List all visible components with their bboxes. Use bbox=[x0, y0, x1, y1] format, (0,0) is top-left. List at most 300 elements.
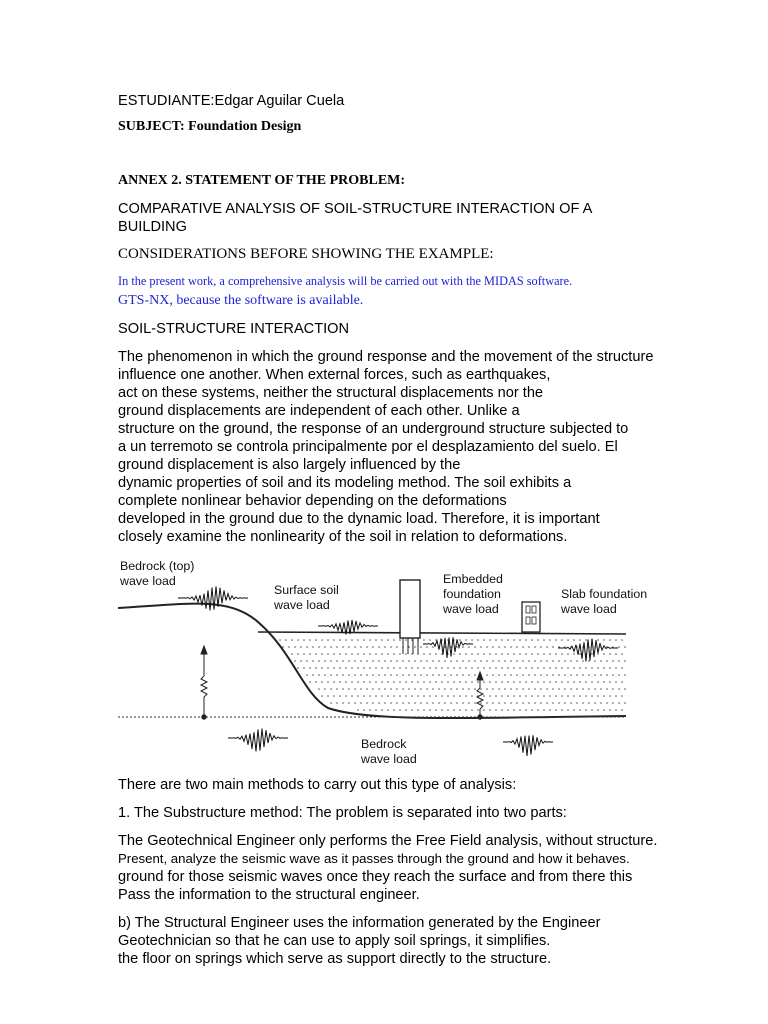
soil-dot bbox=[624, 646, 626, 648]
soil-dot bbox=[540, 674, 542, 676]
soil-dot bbox=[492, 688, 494, 690]
soil-dot bbox=[465, 695, 467, 697]
soil-dot bbox=[579, 667, 581, 669]
soil-dot bbox=[546, 660, 548, 662]
soil-dot bbox=[402, 688, 404, 690]
paragraph-line: complete nonlinear behavior depending on the deformations bbox=[118, 493, 507, 509]
soil-dot bbox=[312, 660, 314, 662]
soil-dot bbox=[378, 674, 380, 676]
soil-dot bbox=[342, 688, 344, 690]
soil-dot bbox=[387, 653, 389, 655]
soil-dot bbox=[396, 646, 398, 648]
soil-dot bbox=[504, 646, 506, 648]
soil-dot bbox=[561, 653, 563, 655]
soil-dot bbox=[471, 709, 473, 711]
soil-dot bbox=[558, 702, 560, 704]
soil-dot bbox=[393, 653, 395, 655]
soil-dot bbox=[597, 709, 599, 711]
soil-dot bbox=[384, 702, 386, 704]
soil-dot bbox=[465, 639, 467, 641]
soil-dot bbox=[519, 667, 521, 669]
soil-dot bbox=[288, 646, 290, 648]
soil-dot bbox=[369, 653, 371, 655]
soil-dot bbox=[429, 709, 431, 711]
soil-dot bbox=[609, 695, 611, 697]
soil-dot bbox=[594, 688, 596, 690]
soil-structure-figure bbox=[118, 556, 660, 768]
paragraph-line: influence one another. When external forces, such as earthquakes, bbox=[118, 367, 551, 383]
soil-dot bbox=[624, 660, 626, 662]
soil-dot bbox=[525, 681, 527, 683]
soil-dot bbox=[387, 709, 389, 711]
soil-dot bbox=[423, 653, 425, 655]
soil-dot bbox=[570, 674, 572, 676]
soil-dot bbox=[360, 660, 362, 662]
label-embedded-1: Embedded bbox=[443, 572, 503, 586]
soil-dot bbox=[396, 688, 398, 690]
soil-dot bbox=[336, 688, 338, 690]
soil-dot bbox=[573, 681, 575, 683]
soil-dot bbox=[522, 674, 524, 676]
soil-dot bbox=[612, 674, 614, 676]
soil-dot bbox=[588, 674, 590, 676]
soil-dot bbox=[354, 660, 356, 662]
soil-dot bbox=[537, 681, 539, 683]
soil-dot bbox=[486, 660, 488, 662]
soil-dot bbox=[474, 674, 476, 676]
ssi-heading: SOIL-STRUCTURE INTERACTION bbox=[118, 321, 350, 337]
soil-dot bbox=[432, 660, 434, 662]
soil-dot bbox=[324, 674, 326, 676]
soil-dot bbox=[339, 639, 341, 641]
soil-dot bbox=[402, 674, 404, 676]
soil-dot bbox=[357, 681, 359, 683]
soil-dot bbox=[585, 695, 587, 697]
seismic-wave-trace bbox=[558, 639, 618, 662]
soil-dot bbox=[324, 660, 326, 662]
soil-dot bbox=[468, 646, 470, 648]
soil-dot bbox=[501, 681, 503, 683]
soil-dot bbox=[396, 660, 398, 662]
soil-dot bbox=[477, 709, 479, 711]
soil-dot bbox=[525, 709, 527, 711]
soil-dot bbox=[486, 646, 488, 648]
soil-dot bbox=[444, 688, 446, 690]
ground-surface-line bbox=[258, 632, 626, 634]
soil-dot bbox=[420, 688, 422, 690]
note-line-2: GTS-NX, because the software is available. bbox=[118, 293, 364, 308]
soil-dot bbox=[549, 653, 551, 655]
soil-dot bbox=[303, 639, 305, 641]
soil-dot bbox=[456, 674, 458, 676]
soil-dot bbox=[483, 709, 485, 711]
soil-dot bbox=[525, 667, 527, 669]
soil-dot bbox=[357, 653, 359, 655]
soil-dot bbox=[354, 646, 356, 648]
left-spring bbox=[201, 646, 207, 719]
paragraph-line: a un terremoto se controla principalmente por el desplazamiento del suelo. El bbox=[118, 439, 618, 455]
soil-dot bbox=[345, 681, 347, 683]
soil-dot bbox=[366, 702, 368, 704]
soil-dot bbox=[600, 702, 602, 704]
soil-dot bbox=[321, 667, 323, 669]
soil-dot bbox=[384, 674, 386, 676]
soil-dot bbox=[576, 674, 578, 676]
soil-dot bbox=[384, 688, 386, 690]
soil-dot bbox=[558, 674, 560, 676]
soil-dot bbox=[411, 709, 413, 711]
soil-dot bbox=[360, 674, 362, 676]
soil-dot bbox=[555, 653, 557, 655]
soil-dot bbox=[615, 639, 617, 641]
soil-dot bbox=[357, 709, 359, 711]
soil-dot bbox=[525, 653, 527, 655]
soil-dot bbox=[510, 674, 512, 676]
soil-dot bbox=[501, 695, 503, 697]
soil-dot bbox=[432, 674, 434, 676]
soil-dot bbox=[315, 639, 317, 641]
soil-dot bbox=[381, 653, 383, 655]
soil-dot bbox=[408, 688, 410, 690]
heading-line-2: BUILDING bbox=[118, 219, 187, 235]
soil-dot bbox=[453, 653, 455, 655]
soil-dot bbox=[414, 688, 416, 690]
soil-dot bbox=[450, 660, 452, 662]
soil-dot bbox=[555, 681, 557, 683]
soil-dot bbox=[537, 653, 539, 655]
heading-line-1: COMPARATIVE ANALYSIS OF SOIL-STRUCTURE INTERACTION OF A bbox=[118, 201, 593, 217]
soil-dot bbox=[603, 709, 605, 711]
soil-dot bbox=[474, 646, 476, 648]
struct-line: the floor on springs which serve as support directly to the structure. bbox=[118, 951, 552, 967]
soil-dot bbox=[411, 667, 413, 669]
soil-dot bbox=[333, 653, 335, 655]
soil-dot bbox=[399, 681, 401, 683]
soil-dot bbox=[558, 660, 560, 662]
soil-dot bbox=[315, 667, 317, 669]
soil-dot bbox=[531, 709, 533, 711]
soil-dot bbox=[423, 639, 425, 641]
soil-dot bbox=[579, 681, 581, 683]
soil-dot bbox=[357, 667, 359, 669]
soil-dot bbox=[570, 660, 572, 662]
soil-dot bbox=[585, 667, 587, 669]
soil-dot bbox=[477, 667, 479, 669]
soil-dot bbox=[597, 667, 599, 669]
soil-dot bbox=[501, 639, 503, 641]
soil-dot bbox=[564, 702, 566, 704]
soil-dot bbox=[537, 667, 539, 669]
soil-dot bbox=[396, 702, 398, 704]
soil-dot bbox=[609, 667, 611, 669]
soil-dot bbox=[591, 709, 593, 711]
soil-dot bbox=[411, 681, 413, 683]
soil-dot bbox=[495, 709, 497, 711]
soil-dot bbox=[579, 653, 581, 655]
label-bedrock-2: wave load bbox=[361, 752, 417, 766]
soil-dot bbox=[561, 709, 563, 711]
soil-dot bbox=[519, 695, 521, 697]
soil-dot bbox=[534, 660, 536, 662]
soil-dot bbox=[333, 681, 335, 683]
soil-dot bbox=[345, 653, 347, 655]
soil-dot bbox=[618, 660, 620, 662]
soil-dot bbox=[492, 674, 494, 676]
soil-dot bbox=[327, 681, 329, 683]
soil-dot bbox=[426, 702, 428, 704]
soil-dot bbox=[606, 688, 608, 690]
soil-dot bbox=[495, 681, 497, 683]
soil-dot bbox=[390, 660, 392, 662]
soil-dot bbox=[441, 695, 443, 697]
soil-dot bbox=[480, 702, 482, 704]
soil-dot bbox=[348, 646, 350, 648]
soil-dot bbox=[387, 695, 389, 697]
soil-dot bbox=[552, 688, 554, 690]
soil-dot bbox=[465, 653, 467, 655]
soil-dot bbox=[537, 639, 539, 641]
soil-dot bbox=[561, 639, 563, 641]
soil-dot bbox=[399, 709, 401, 711]
soil-dot bbox=[447, 681, 449, 683]
soil-dot bbox=[615, 681, 617, 683]
soil-dot bbox=[525, 639, 527, 641]
soil-dot bbox=[567, 639, 569, 641]
soil-dot bbox=[456, 646, 458, 648]
soil-dot bbox=[357, 695, 359, 697]
soil-dot bbox=[387, 667, 389, 669]
soil-dot bbox=[348, 702, 350, 704]
soil-dot bbox=[393, 639, 395, 641]
soil-dot bbox=[375, 681, 377, 683]
label-bedrock-top-2: wave load bbox=[120, 574, 176, 588]
soil-dot bbox=[504, 674, 506, 676]
soil-dot bbox=[510, 702, 512, 704]
methods-intro: There are two main methods to carry out this type of analysis: bbox=[118, 777, 517, 793]
soil-dot bbox=[435, 695, 437, 697]
annex-title: ANNEX 2. STATEMENT OF THE PROBLEM: bbox=[118, 173, 406, 188]
soil-dot bbox=[510, 646, 512, 648]
soil-dot bbox=[399, 639, 401, 641]
soil-dot bbox=[372, 702, 374, 704]
soil-dot bbox=[417, 681, 419, 683]
soil-dot bbox=[339, 667, 341, 669]
soil-dot bbox=[351, 695, 353, 697]
soil-dot bbox=[498, 688, 500, 690]
soil-dot bbox=[513, 681, 515, 683]
soil-dot bbox=[390, 688, 392, 690]
soil-dot bbox=[594, 702, 596, 704]
soil-dot bbox=[528, 646, 530, 648]
soil-dot bbox=[429, 681, 431, 683]
soil-dot bbox=[330, 702, 332, 704]
paragraph-line: The phenomenon in which the ground response and the movement of the structure bbox=[118, 349, 654, 365]
soil-dot bbox=[603, 667, 605, 669]
soil-dot bbox=[333, 639, 335, 641]
soil-dot bbox=[459, 695, 461, 697]
soil-dot bbox=[363, 639, 365, 641]
soil-dot bbox=[369, 667, 371, 669]
soil-dot bbox=[495, 695, 497, 697]
soil-dot bbox=[420, 660, 422, 662]
soil-dot bbox=[582, 688, 584, 690]
soil-dot bbox=[528, 660, 530, 662]
soil-dot bbox=[603, 653, 605, 655]
soil-dot bbox=[471, 681, 473, 683]
note-line-1: In the present work, a comprehensive analysis will be carried out with the MIDAS software. bbox=[118, 274, 573, 288]
soil-dot bbox=[495, 639, 497, 641]
paragraph-line: act on these systems, neither the structural displacements nor the bbox=[118, 385, 544, 401]
soil-dot bbox=[507, 695, 509, 697]
soil-dot bbox=[309, 667, 311, 669]
soil-dot bbox=[420, 646, 422, 648]
soil-dot bbox=[372, 660, 374, 662]
soil-dot bbox=[453, 695, 455, 697]
soil-dot bbox=[576, 688, 578, 690]
seismic-wave-trace bbox=[228, 729, 288, 752]
soil-dot bbox=[342, 660, 344, 662]
soil-dot bbox=[399, 695, 401, 697]
label-bedrock-1: Bedrock bbox=[361, 737, 407, 751]
soil-dot bbox=[531, 653, 533, 655]
soil-dot bbox=[423, 709, 425, 711]
soil-dot bbox=[546, 702, 548, 704]
soil-dot bbox=[378, 660, 380, 662]
soil-dot bbox=[594, 660, 596, 662]
soil-dot bbox=[561, 681, 563, 683]
soil-dot bbox=[315, 653, 317, 655]
soil-dot bbox=[327, 653, 329, 655]
soil-dot bbox=[567, 695, 569, 697]
soil-dot bbox=[447, 667, 449, 669]
soil-dot bbox=[333, 667, 335, 669]
soil-dot bbox=[480, 688, 482, 690]
soil-dot bbox=[453, 681, 455, 683]
soil-dot bbox=[537, 695, 539, 697]
soil-dot bbox=[558, 688, 560, 690]
soil-dot bbox=[366, 660, 368, 662]
soil-dot bbox=[393, 709, 395, 711]
soil-dot bbox=[432, 702, 434, 704]
soil-dot bbox=[609, 653, 611, 655]
soil-dot bbox=[471, 653, 473, 655]
soil-dot bbox=[369, 639, 371, 641]
soil-dot bbox=[513, 695, 515, 697]
soil-dot bbox=[606, 674, 608, 676]
soil-dot bbox=[426, 660, 428, 662]
soil-dot bbox=[462, 660, 464, 662]
soil-dot bbox=[321, 681, 323, 683]
soil-dot bbox=[483, 639, 485, 641]
soil-dot bbox=[510, 688, 512, 690]
soil-dot bbox=[279, 639, 281, 641]
label-surface-1: Surface soil bbox=[274, 583, 339, 597]
soil-dot bbox=[474, 660, 476, 662]
soil-dot bbox=[540, 660, 542, 662]
soil-dot bbox=[573, 639, 575, 641]
soil-dot bbox=[615, 667, 617, 669]
soil-dot bbox=[327, 667, 329, 669]
soil-dot bbox=[348, 688, 350, 690]
soil-dot bbox=[492, 646, 494, 648]
soil-dot bbox=[468, 688, 470, 690]
struct-line: b) The Structural Engineer uses the information generated by the Engineer bbox=[118, 915, 601, 931]
soil-dot bbox=[324, 688, 326, 690]
soil-dot bbox=[444, 660, 446, 662]
soil-dot bbox=[513, 667, 515, 669]
soil-dot bbox=[291, 639, 293, 641]
soil-dot bbox=[345, 695, 347, 697]
soil-dot bbox=[543, 653, 545, 655]
soil-dot bbox=[327, 695, 329, 697]
soil-dot bbox=[297, 639, 299, 641]
soil-dot bbox=[405, 681, 407, 683]
soil-dot bbox=[417, 709, 419, 711]
soil-dot bbox=[552, 646, 554, 648]
soil-dot bbox=[339, 653, 341, 655]
soil-dot bbox=[429, 639, 431, 641]
soil-dot bbox=[609, 709, 611, 711]
soil-dot bbox=[606, 702, 608, 704]
soil-dot bbox=[459, 639, 461, 641]
soil-dot bbox=[408, 702, 410, 704]
soil-dot bbox=[579, 695, 581, 697]
soil-dot bbox=[327, 639, 329, 641]
paragraph-line: developed in the ground due to the dynamic load. Therefore, it is important bbox=[118, 511, 600, 527]
soil-dot bbox=[363, 695, 365, 697]
soil-dot bbox=[516, 674, 518, 676]
soil-dot bbox=[597, 695, 599, 697]
bedrock-interface-curve bbox=[118, 604, 626, 718]
soil-dot bbox=[615, 653, 617, 655]
soil-dot bbox=[480, 646, 482, 648]
soil-dot bbox=[549, 639, 551, 641]
soil-dot bbox=[498, 646, 500, 648]
soil-dot bbox=[450, 702, 452, 704]
soil-dot bbox=[381, 695, 383, 697]
subject-line: SUBJECT: Foundation Design bbox=[118, 119, 302, 134]
soil-dot bbox=[504, 660, 506, 662]
soil-dot bbox=[318, 660, 320, 662]
soil-dot bbox=[315, 681, 317, 683]
soil-dot bbox=[405, 709, 407, 711]
soil-dot bbox=[498, 660, 500, 662]
soil-dot bbox=[399, 667, 401, 669]
label-embedded-3: wave load bbox=[443, 602, 499, 616]
soil-dot bbox=[579, 639, 581, 641]
soil-dot bbox=[552, 674, 554, 676]
soil-dot bbox=[309, 639, 311, 641]
soil-dot bbox=[321, 639, 323, 641]
soil-dot bbox=[354, 688, 356, 690]
soil-dot bbox=[429, 695, 431, 697]
soil-dot bbox=[435, 681, 437, 683]
soil-dot bbox=[561, 695, 563, 697]
soil-dot bbox=[501, 709, 503, 711]
soil-dot bbox=[345, 667, 347, 669]
soil-dot bbox=[585, 639, 587, 641]
soil-dot bbox=[414, 674, 416, 676]
soil-dot bbox=[510, 660, 512, 662]
soil-dot bbox=[543, 709, 545, 711]
soil-dot bbox=[303, 653, 305, 655]
soil-dot bbox=[366, 688, 368, 690]
soil-dot bbox=[339, 681, 341, 683]
soil-dot bbox=[621, 709, 623, 711]
soil-dot bbox=[600, 674, 602, 676]
soil-dot bbox=[378, 646, 380, 648]
soil-dot bbox=[495, 653, 497, 655]
